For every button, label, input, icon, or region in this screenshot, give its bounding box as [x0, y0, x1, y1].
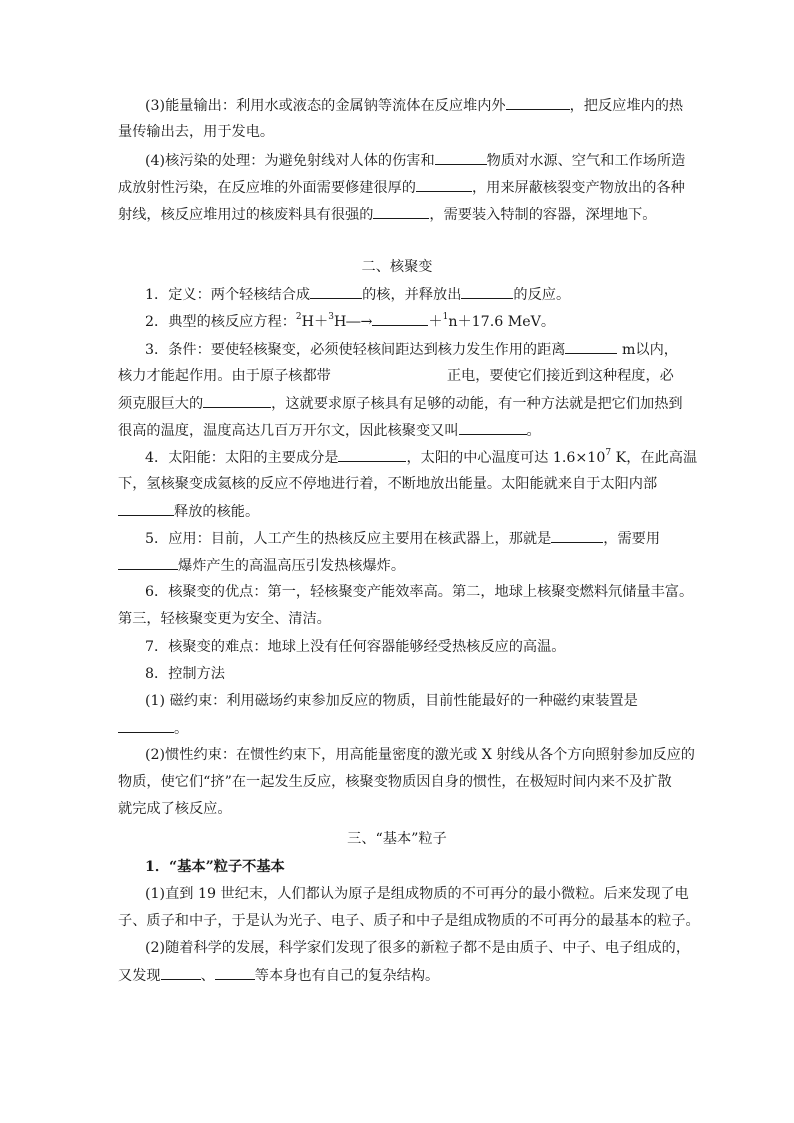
text: (1)直到 19 世纪末，人们都认为原子是组成物质的不可再分的最小微粒。后来发现了电 — [145, 886, 689, 902]
fusion-sun — [145, 447, 698, 468]
fill-blank — [435, 150, 487, 165]
text: 8．控制方法 — [145, 666, 225, 682]
fill-blank — [338, 447, 406, 462]
fill-blank — [551, 528, 603, 543]
text: ，把反应堆内的热 — [569, 98, 684, 114]
paragraph-line — [118, 799, 678, 819]
fill-blank — [118, 718, 174, 733]
text: 。 — [526, 423, 541, 439]
text: H＋ — [301, 314, 329, 330]
text: (3)能量输出：利用水或液态的金属钠等流体在反应堆内外 — [145, 98, 506, 114]
text: 4．太阳能：太阳的主要成分是 — [145, 450, 339, 466]
paragraph-line — [118, 204, 678, 225]
mass-number: 1 — [442, 312, 449, 323]
paragraph-line — [118, 911, 700, 931]
text: H―→ — [333, 314, 373, 330]
fusion-definition — [145, 284, 678, 305]
paragraph-line — [118, 555, 678, 576]
fill-blank — [310, 284, 362, 299]
particles-paragraph-2 — [145, 938, 691, 958]
text: (2)随着科学的发展，科学家们发现了很多的新粒子都不是由质子、中子、电子组成的， — [145, 940, 691, 956]
fill-blank — [506, 95, 570, 110]
fill-blank — [372, 311, 428, 326]
text: ，需要装入特制的容器，深埋地下。 — [429, 207, 657, 223]
paragraph-line — [118, 393, 683, 414]
text: 6．核聚变的优点：第一，轻核聚变产能效率高。第二，地球上核聚变燃料氘储量丰富。 — [145, 584, 694, 600]
text: 就完成了核反应。 — [118, 801, 232, 817]
inertial-confinement — [145, 745, 695, 765]
text: 物质，使它们“挤”在一起发生反应，核聚变物质因自身的惯性，在极短时间内来不及扩散 — [118, 774, 672, 790]
text: 的反应。 — [513, 287, 571, 303]
mass-number: 3 — [328, 312, 334, 323]
text: (1) 磁约束：利用磁场约束参加反应的物质，目前性能最好的一种磁约束装置是 — [145, 693, 638, 709]
subsection-title: 1．“基本”粒子不基本 — [145, 859, 285, 875]
text: ，需要用 — [603, 531, 661, 547]
text: (2)惯性约束：在惯性约束下，用高能量密度的激光或 X 射线从各个方向照射参加反应的 — [145, 747, 695, 763]
text: 5．应用：目前，人工产生的热核反应主要用在核武器上，那就是 — [145, 531, 552, 547]
text: 核力才能起作用。由于原子核都带 — [118, 368, 331, 384]
text: 正电，要使它们接近到这种程度，必 — [446, 368, 674, 384]
fusion-difficulty — [145, 637, 678, 657]
text: K，在此高温 — [611, 450, 698, 466]
text: 成放射性污染，在反应堆的外面需要修建很厚的 — [118, 180, 416, 196]
text: (4)核污染的处理：为避免射线对人体的伤害和 — [145, 153, 435, 169]
text: 物质对水源、空气和工作场所造 — [486, 153, 686, 169]
mass-number: 2 — [295, 312, 302, 323]
paragraph-line — [118, 122, 678, 142]
fill-blank — [565, 339, 617, 354]
section-heading-particles: 三、“基本”粒子 — [347, 831, 447, 847]
paragraph-energy-output — [145, 95, 684, 116]
text: ，用来屏蔽核裂变产物放出的各种 — [471, 180, 685, 196]
paragraph-line — [118, 474, 678, 494]
paragraph-line — [118, 420, 678, 441]
text: m以内， — [617, 342, 678, 358]
fill-blank — [161, 965, 201, 980]
fusion-condition — [145, 339, 678, 360]
paragraph-line — [118, 772, 678, 792]
text: 、 — [200, 968, 215, 984]
text: 3．条件：要使轻核聚变，必须使轻核间距达到核力发生作用的距离 — [145, 342, 566, 358]
fusion-advantages — [145, 582, 694, 602]
text: 的核，并释放出 — [362, 287, 462, 303]
fusion-control-methods — [145, 664, 678, 684]
fill-blank — [215, 965, 255, 980]
text: 射线，核反应堆用过的核废料具有很强的 — [118, 207, 374, 223]
text: 又发现 — [118, 968, 161, 984]
text: 等本身也有自己的复杂结构。 — [254, 968, 440, 984]
text: 量传输出去，用于发电。 — [118, 124, 275, 140]
text: 7．核聚变的难点：地球上没有任何容器能够经受热核反应的高温。 — [145, 639, 566, 655]
section-heading-fusion: 二、核聚变 — [361, 259, 433, 275]
fusion-equation — [145, 311, 678, 332]
text: ＋ — [428, 314, 443, 330]
paragraph-line — [118, 177, 685, 198]
text: 1．定义：两个轻核结合成 — [145, 287, 311, 303]
text: 。 — [174, 721, 189, 737]
particles-paragraph-1 — [145, 884, 689, 904]
text: 下，氢核聚变成氦核的反应不停地进行着，不断地放出能量。太阳能就来自于太阳内部 — [118, 476, 658, 492]
text: 须克服巨大的 — [118, 396, 204, 412]
text: 爆炸产生的高温高压引发热核爆炸。 — [178, 558, 406, 574]
fill-blank — [203, 393, 271, 408]
paragraph-line — [118, 965, 678, 986]
fusion-application — [145, 528, 678, 549]
text: 第三，轻核聚变更为安全、清洁。 — [118, 611, 331, 627]
paragraph-pollution — [145, 150, 686, 171]
text: ，太阳的中心温度可达 1.6×10 — [406, 450, 606, 466]
paragraph-line — [118, 609, 678, 629]
paragraph-line — [118, 501, 678, 522]
text: 子、质子和中子，于是认为光子、电子、质子和中子是组成物质的不可再分的最基本的粒子。 — [118, 913, 700, 929]
fill-blank — [459, 420, 527, 435]
fill-blank — [118, 501, 174, 516]
exponent: 7 — [605, 448, 612, 459]
fill-blank — [416, 177, 472, 192]
magnetic-confinement — [145, 691, 678, 711]
text: ，这就要求原子核具有足够的动能，有一种方法就是把它们加热到 — [271, 396, 683, 412]
paragraph-line — [118, 366, 678, 386]
paragraph-line — [118, 718, 678, 739]
fill-blank — [373, 204, 429, 219]
fill-blank — [461, 284, 513, 299]
text: n＋17.6 MeV。 — [448, 314, 556, 330]
text: 2．典型的核反应方程： — [145, 314, 296, 330]
text: 释放的核能。 — [174, 504, 260, 520]
text: 很高的温度，温度高达几百万开尔文，因此核聚变又叫 — [118, 423, 459, 439]
fill-blank — [118, 555, 178, 570]
